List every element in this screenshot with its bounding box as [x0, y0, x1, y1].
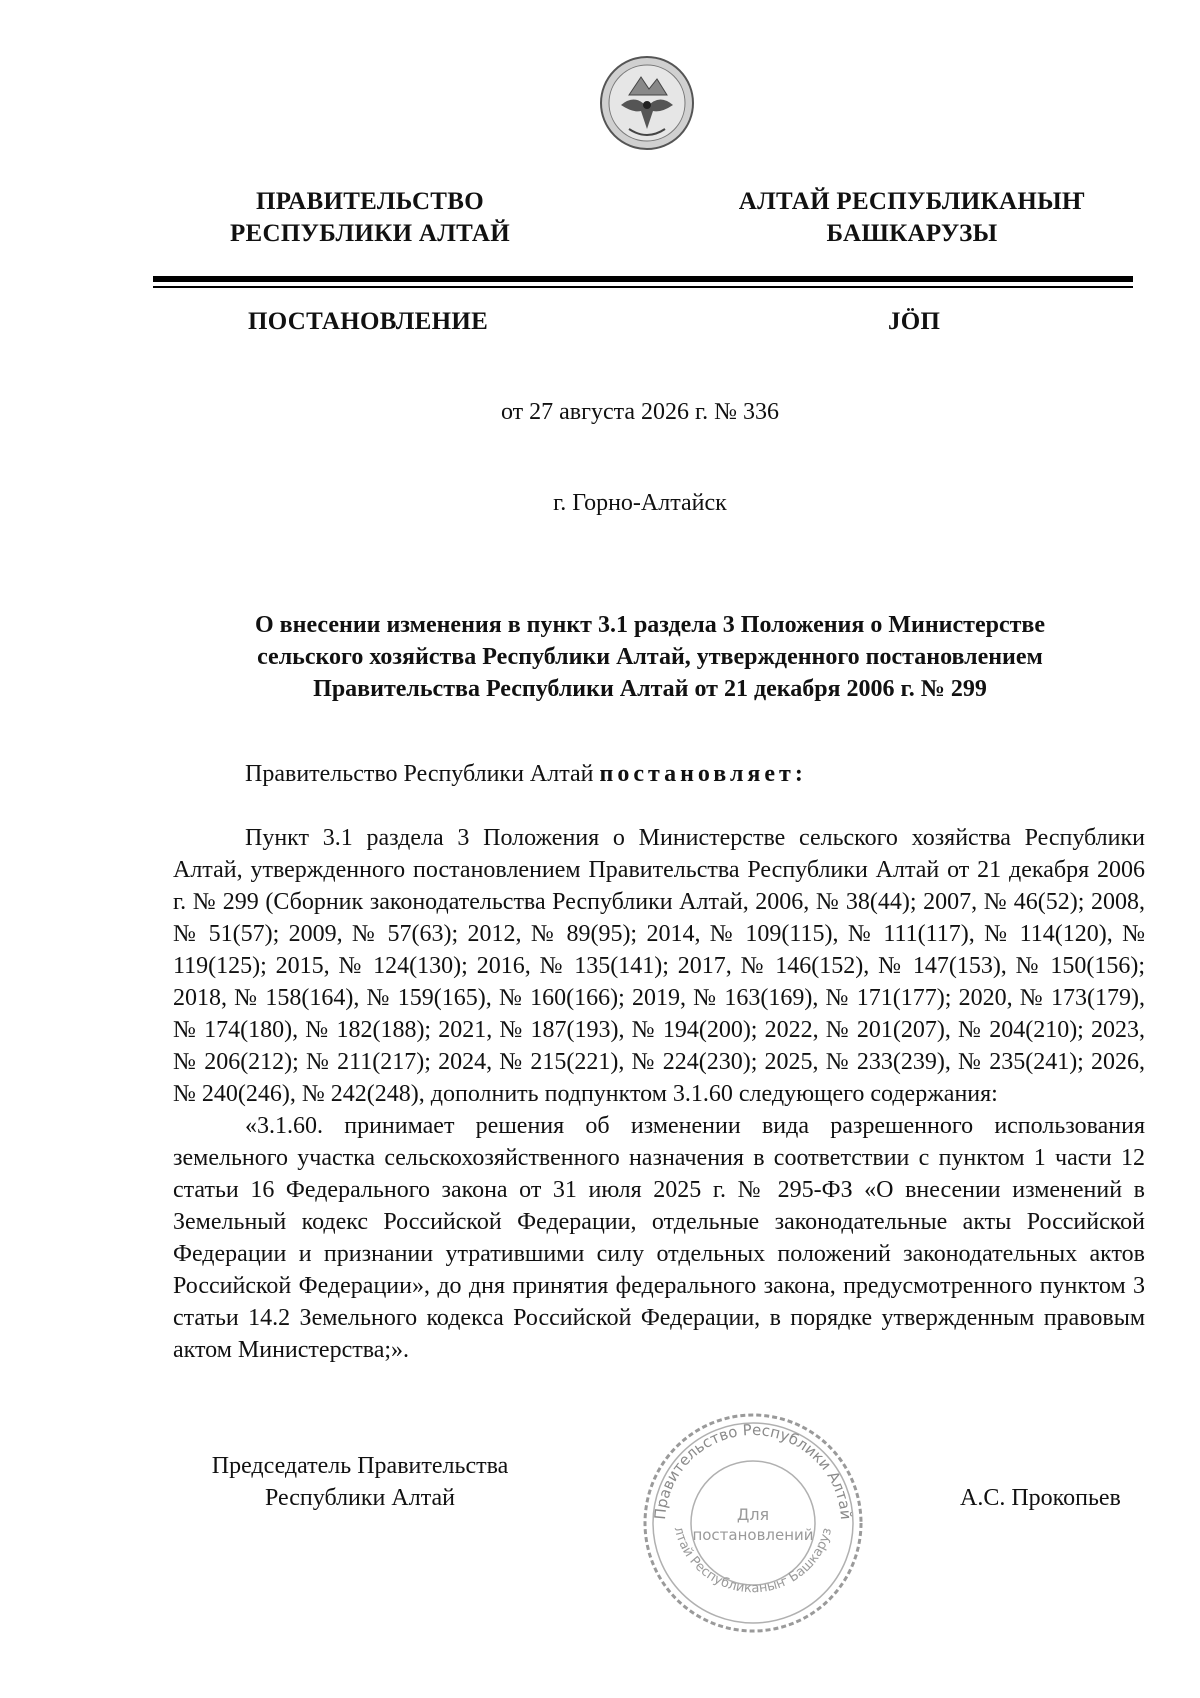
resolves-prefix: Правительство Республики Алтай [245, 761, 594, 787]
document-city: г. Горно-Алтайск [553, 490, 727, 516]
org-name-altai: АЛТАЙ РЕСПУБЛИКАНЫҤ БАШКАРУЗЫ [738, 188, 1086, 247]
official-stamp-icon [640, 1410, 866, 1636]
doc-type-russian: ПОСТАНОВЛЕНИЕ [248, 308, 489, 335]
svg-text:Для: Для [736, 1505, 770, 1524]
svg-text:Правительство Республики Алтай: Правительство Республики Алтай [650, 1420, 856, 1521]
document-body [173, 822, 1145, 1366]
document-title: О внесении изменения в пункт 3.1 раздела 3 Положения о Министерстве сельского хозяйства Республики Алтай, утвержденного постановлением Правительства Республики Алтай от 21 декабря 2006 г. № 299 [254, 612, 1046, 702]
svg-text:постановлений: постановлений [692, 1526, 814, 1544]
body-paragraph-amendment: Пункт 3.1 раздела 3 Положения о Министерстве сельского хозяйства Республики Алтай, утвержденного постановлением Правительства Республики Алтай от 21 декабря 2006 г. № 299 (Сборник законодательства Республики Алтай, 2006, № 38(44); 2007, № 46(52); 2008, № 51(57); 2009, № 57(63); 2012, № 89(95); 2014, № 109(115), № 111(117), № 114(120), № 119(125); 2015, № 124(130); 2016, № 135(141); 2017, № 146(152), № 147(153), № 150(156); 2018, № 158(164), № 159(165), № 160(166); 2019, № 163(169), № 171(177); 2020, № 173(179), № 174(180), № 182(188); 2021, № 187(193), № 194(200); 2022, № 201(207), № 204(210); 2023, № 206(212); № 211(217); 2024, № 215(221), № 224(230); 2025, № 233(239), № 235(241); 2026, № 240(246), № 242(248), дополнить подпунктом 3.1.60 следующего содержания: [173, 825, 1145, 1107]
doc-type-altai: JӦП [888, 308, 941, 335]
svg-text:Алтай Республиканыҥ Башкарузы: лтай Республиканыҥ Башкаруз [670, 1525, 836, 1597]
header-divider-thin [153, 286, 1133, 288]
signer-title: Председатель Правительства Республики Алтай [211, 1453, 509, 1511]
header-divider-thick [153, 276, 1133, 282]
document-date-number: от 27 августа 2026 г. № 336 [500, 399, 780, 425]
body-paragraph-new-clause: «3.1.60. принимает решения об изменении вида разрешенного использования земельного участка сельскохозяйственного назначения в соответствии с пунктом 1 части 12 статьи 16 Федерального закона от 31 июля 2025 г. № 295-ФЗ «О внесении изменений в Земельный кодекс Российской Федерации, отдельные законодательные акты Российской Федерации и признании утратившими силу отдельных положений законодательных актов Российской Федерации», до дня принятия федерального закона, предусмотренного пунктом 3 статьи 14.2 Земельного кодекса Российской Федерации, в порядке утвержденным правовым актом Министерства;». [173, 1113, 1145, 1363]
signer-name: А.С. Прокопьев [960, 1485, 1121, 1511]
resolves-line [173, 758, 1145, 790]
resolves-word: постановляет: [599, 761, 807, 787]
org-name-russian: ПРАВИТЕЛЬСТВО РЕСПУБЛИКИ АЛТАЙ [229, 188, 510, 247]
republic-emblem-icon [599, 55, 695, 151]
